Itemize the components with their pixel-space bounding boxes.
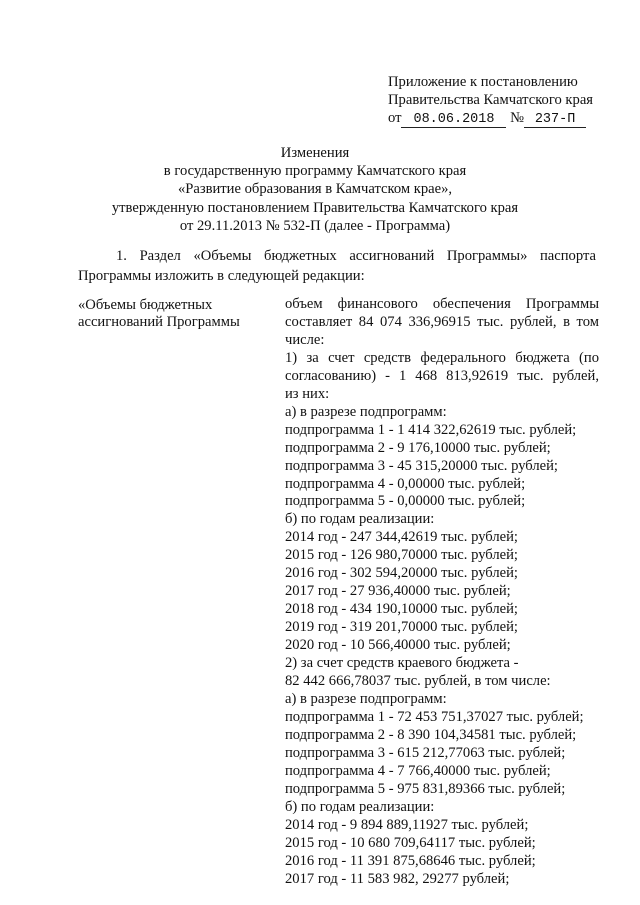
funding-line: подпрограмма 3 - 615 212,77063 тыс. рублей; — [285, 744, 566, 761]
title-line-2: в государственную программу Камчатского края — [163, 163, 467, 180]
funding-line: 2020 год - 10 566,40000 тыс. рублей; — [285, 637, 511, 654]
funding-line: б) по годам реализации: — [285, 511, 435, 528]
funding-line: подпрограмма 2 - 9 176,10000 тыс. рублей; — [285, 439, 551, 456]
table-right-content — [285, 296, 599, 888]
funding-line: подпрограмма 4 - 7 766,40000 тыс. рублей; — [285, 762, 551, 779]
appendix-date-line — [388, 109, 628, 128]
funding-line: подпрограмма 5 - 975 831,89366 тыс. рублей; — [285, 780, 566, 797]
funding-line: а) в разрезе подпрограмм: — [285, 690, 447, 707]
intro-paragraph — [78, 247, 596, 286]
table-left-label: «Объемы бюджетных ассигнований Программы — [78, 297, 240, 331]
document-title — [95, 144, 535, 235]
funding-line: подпрограмма 5 - 0,00000 тыс. рублей; — [285, 493, 526, 510]
funding-line: 82 442 666,78037 тыс. рублей, в том числе: — [285, 673, 551, 690]
funding-line: 2015 год - 126 980,70000 тыс. рублей; — [285, 547, 518, 564]
funding-line: 2015 год - 10 680 709,64117 тыс. рублей; — [285, 834, 536, 851]
funding-line: объем финансового обеспечения Программы — [285, 296, 599, 312]
funding-line: подпрограмма 4 - 0,00000 тыс. рублей; — [285, 475, 526, 492]
funding-line: а) в разрезе подпрограмм: — [285, 403, 447, 420]
funding-line: подпрограмма 2 - 8 390 104,34581 тыс. рублей; — [285, 726, 577, 743]
funding-line: 2) за счет средств краевого бюджета - — [285, 655, 519, 672]
date-value: 08.06.2018 — [401, 112, 506, 128]
funding-line: 2016 год - 302 594,20000 тыс. рублей; — [285, 565, 518, 582]
funding-line: 2019 год - 319 201,70000 тыс. рублей; — [285, 619, 518, 636]
appendix-line-2: Правительства Камчатского края — [388, 92, 594, 108]
number-prefix: № — [510, 110, 525, 126]
funding-line: б) по годам реализации: — [285, 798, 435, 815]
funding-line: 1) за счет средств федерального бюджета (по — [285, 349, 599, 366]
funding-line: подпрограмма 1 - 1 414 322,62619 тыс. рублей; — [285, 421, 577, 438]
funding-line: подпрограмма 3 - 45 315,20000 тыс. рублей; — [285, 457, 558, 474]
funding-line: составляет 84 074 336,96915 тыс. рублей, в том — [285, 313, 599, 330]
date-prefix: от — [388, 110, 402, 126]
funding-line: из них: — [285, 385, 330, 402]
title-line-5: от 29.11.2013 № 532-П (далее - Программа) — [179, 217, 451, 234]
appendix-line-1: Приложение к постановлению — [388, 74, 578, 90]
intro-paragraph-text: 1. Раздел «Объемы бюджетных ассигнований Программы» паспорта Программы изложить в следующей редакции: — [78, 248, 596, 284]
funding-line: 2016 год - 11 391 875,68646 тыс. рублей; — [285, 852, 536, 869]
funding-line: числе: — [285, 331, 325, 348]
number-value: 237-П — [524, 112, 586, 128]
funding-line: 2017 год - 27 936,40000 тыс. рублей; — [285, 583, 511, 600]
appendix-header — [388, 73, 628, 128]
title-line-4: утвержденную постановлением Правительства Камчатского края — [111, 199, 519, 216]
funding-line: 2014 год - 9 894 889,11927 тыс. рублей; — [285, 816, 529, 833]
funding-line: согласованию) - 1 468 813,92619 тыс. рублей, — [285, 367, 599, 384]
funding-line: 2018 год - 434 190,10000 тыс. рублей; — [285, 601, 518, 618]
funding-line: 2017 год - 11 583 982, 29277 рублей; — [285, 870, 510, 887]
title-line-3: «Развитие образования в Камчатском крае», — [177, 181, 453, 198]
funding-line: 2014 год - 247 344,42619 тыс. рублей; — [285, 529, 518, 546]
funding-line: подпрограмма 1 - 72 453 751,37027 тыс. рублей; — [285, 708, 584, 725]
title-line-1: Изменения — [280, 145, 350, 161]
